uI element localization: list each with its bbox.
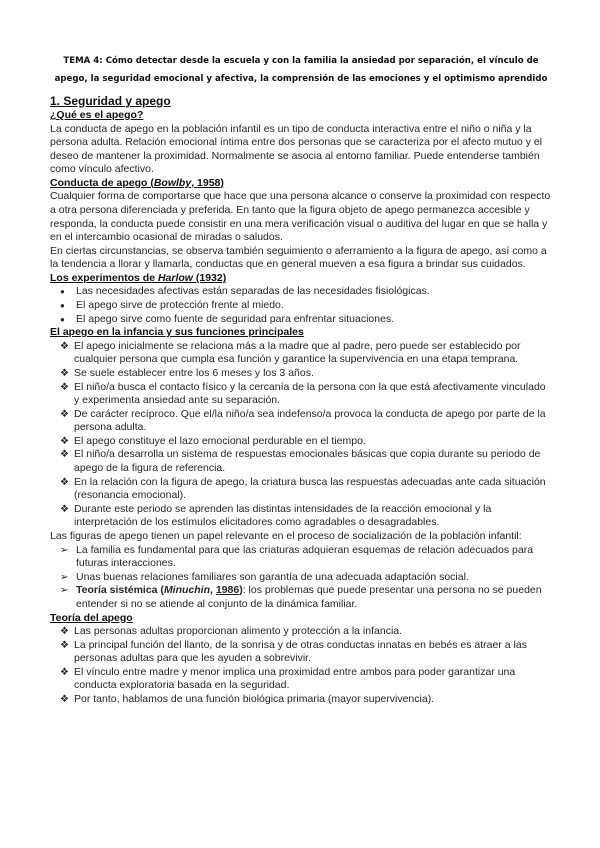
list-item: ❖ Durante este periodo se aprenden las distintas intensidades de la reacción emocional y la interpretación de los estímulos elicitadores como agradables o desagradables. xyxy=(50,503,552,530)
list-item: ❖ En la relación con la figura de apego, la criatura busca las respuestas adecuadas ante cada situación (resonancia emocional). xyxy=(50,476,552,503)
citation-author: Harlow xyxy=(157,271,193,284)
socializacion-list xyxy=(50,544,552,612)
paragraph-definicion: La conducta de apego en la población infantil es un tipo de conducta interactiva entre el niño o niña y la persona adulta. Relación emocional íntima entre dos personas que se caracteriza por el afecto mutuo y el deseo de mantener la proximidad. Normalmente se asocia al entorno familiar. Puede entenderse también como vínculo afectivo. xyxy=(50,122,543,176)
citation-open: ( xyxy=(157,584,164,597)
list-item: ❖ El apego inicialmente se relaciona más a la madre que al padre, pero puede ser establecido por cualquier persona que cumpla esa función y garantice la supervivencia en una etapa temprana. xyxy=(50,340,552,367)
list-item: ❖ El niño/a desarrolla un sistema de respuestas emocionales básicas que copia durante su periodo de apego de la figura de referencia. xyxy=(50,448,552,475)
teoria-list xyxy=(50,625,552,707)
citation-close: ) xyxy=(239,584,243,597)
term-text: : los problemas que puede presentar una persona no se pueden entender si no se atiende al conjunto de la dinámica familiar. xyxy=(76,584,542,610)
paragraph-conducta-2: En ciertas circunstancias, se observa también seguimiento o aferramiento a la figura de apego, así como a la tendencia a llorar y llamarla, conductas que en general mueven a esa figura a brindar sus cuidados. xyxy=(50,244,547,271)
subheading-que-es-apego: ¿Qué es el apego? xyxy=(50,109,144,121)
harlow-list xyxy=(50,285,552,326)
subheading-harlow xyxy=(50,272,552,286)
citation-author: Minuchin xyxy=(163,584,211,597)
paragraph-conducta-1: Cualquier forma de comportarse que hace que una persona alcance o conserve la proximidad con respecto a otra persona diferenciada y preferida. En tanto que la figura objeto de apego permanezca accesible y responda, la conducta puede consistir en una mera verificación visual o auditiva del lugar en que se halla y en el intercambio ocasional de miradas o saludos. xyxy=(50,190,551,244)
subheading-conducta-apego xyxy=(50,177,552,191)
citation-year: 1958 xyxy=(197,176,221,189)
list-item: ❖ El vínculo entre madre y menor implica una proximidad entre ambos para poder garantizar una conducta exploratoria basada en la seguridad. xyxy=(50,666,552,693)
document-title: TEMA 4: Cómo detectar desde la escuela y con la familia la ansiedad por separación, el vínculo de apego, la seguridad emocional y afectiva, la comprensión de las emociones y el optimismo aprendido xyxy=(54,56,548,84)
list-item: ➢ Unas buenas relaciones familiares son garantía de una adecuada adaptación social. xyxy=(50,571,552,585)
list-item: ❖ Por tanto, hablamos de una función biológica primaria (mayor supervivencia). xyxy=(50,693,552,707)
citation-year: (1932) xyxy=(192,271,227,284)
list-item: ● El apego sirve como fuente de seguridad para enfrentar situaciones. xyxy=(50,313,552,327)
citation-sep: , xyxy=(210,584,216,597)
infancia-list xyxy=(50,340,552,530)
citation-sep: , xyxy=(191,176,198,189)
list-item: ❖ El apego constituye el lazo emocional perdurable en el tiempo. xyxy=(50,435,552,449)
list-item: ❖ El niño/a busca el contacto físico y la cercanía de la persona con la que está afectivamente vinculado y experimenta ansiedad ante su separación. xyxy=(50,381,552,408)
paragraph-figuras-apego: Las figuras de apego tienen un papel relevante en el proceso de socialización de la población infantil: xyxy=(50,530,522,543)
heading-text: Conducta de apego ( xyxy=(50,176,154,189)
citation-author: Bowlby xyxy=(153,176,192,189)
heading-close: ) xyxy=(220,176,224,189)
list-item-teoria-sistemica xyxy=(50,584,552,611)
subheading-teoria-apego: Teoría del apego xyxy=(50,611,133,624)
section-heading: 1. Seguridad y apego xyxy=(50,94,171,108)
list-item: ❖ Las personas adultas proporcionan alimento y protección a la infancia. xyxy=(50,625,552,639)
subheading-apego-infancia: El apego en la infancia y sus funciones principales xyxy=(50,326,304,339)
list-item: ➢ La familia es fundamental para que las criaturas adquieran esquemas de relación adecuados para futuras interacciones. xyxy=(50,544,552,571)
list-item: ● El apego sirve de protección frente al miedo. xyxy=(50,299,552,313)
heading-text: Los experimentos de xyxy=(50,271,158,284)
citation-year: 1986 xyxy=(215,584,240,597)
list-item: ❖ La principal función del llanto, de la sonrisa y de otras conductas innatas en bebés es atraer a las personas adultas para que les ayuden a sobrevivir. xyxy=(50,639,552,666)
list-item: ● Las necesidades afectivas están separadas de las necesidades fisiológicas. xyxy=(50,285,552,299)
list-item: ❖ De carácter recíproco. Que el/la niño/a sea indefenso/a provoca la conducta de apego por parte de la persona adulta. xyxy=(50,408,552,435)
term-label: Teoría sistémica xyxy=(76,584,158,597)
list-item: ❖ Se suele establecer entre los 6 meses y los 3 años. xyxy=(50,367,552,381)
